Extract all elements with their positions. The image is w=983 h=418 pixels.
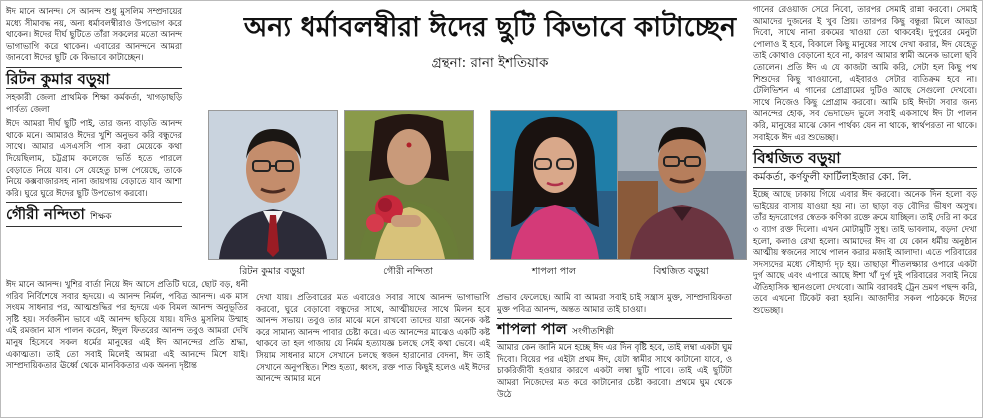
portrait-woman-rose — [345, 111, 473, 259]
divider — [753, 146, 977, 147]
person4-text: ইচ্ছে আছে ঢাকায় গিয়ে এবার ঈদ করবো। অনেক দিন হলো বড় ভাইয়ের বাসায় যাওয়া হয় না। তা ছাড়া বড় বৌদির ভীষণ অসুখ। তাঁর হৃদরোগের স্বেতক কণিকা রক্তে ক্রমে যাচ্ছিল। তাই দেরি না করে ৩ ব্যাগ রক্ত দিলো। এখন মোটামুটি সুস্থ। তাই ভাবলাম, বড়দা দেখা হলো, কলাও রেখা হলো। আমাদের ঈদ বা যে কোন ধর্মীয় অনুষ্ঠান আত্মীয় স্বজনের সাথে পালন করার মজাই আলাদা। এতে পরিবারের সদস্যদের মধ্যে সৌহার্দ্য দৃঢ় হয়। তাছাড়া শীতলক্ষ্যার ওপারে একটা দুর্গ আছে এবং এপারে আছে ঈশা খাঁ দুর্গ দুই পরিবারের সবাই নিয়ে ঐতিহাসিক স্থানগুলো দেখবো। আমি বরাবরই ট্রেন ভ্রমণ পছন্দ করি, তবে এখনো টিকেট করা হয়নি। আজাদীর সকল পাঠককে ঈদের শুভেচ্ছা। — [753, 189, 977, 316]
portrait-man-glasses — [209, 111, 337, 259]
right-column — [753, 4, 977, 317]
photo-riton — [208, 110, 338, 260]
person2-text-block — [6, 279, 248, 372]
middle-column — [256, 292, 490, 385]
divider — [6, 202, 182, 203]
photo-caption: রিটন কুমার বড়ুয়া — [239, 266, 305, 277]
person1-text: ঈদে আমরা দীর্ঘ ছুটি পাই, তার জন্য বাড়তি আনন্দ থাকে মনে। আমারও ঈদের খুশি অনুভব করি বন্ধুদের সাথে। আমার এসএসসি পাস করা মেয়েকে কথা দিয়েছিলাম, চট্টগ্রাম কলেজে ভর্তি হতে পারলে বেড়াতে নিয়ে যাব। সে যেহেতু চান্স পেয়েছে, তাকে নিয়ে কক্সবাজারসহ নানা জায়গায় বেড়াতে যাব আশা করি। ঘুরে ঘুরে ঈদের ছুটি উপভোগ করবো। — [6, 118, 182, 198]
photo-caption: শাপলা পাল — [532, 266, 576, 277]
byline: গ্রন্থনা: রানা ইশতিয়াক — [431, 55, 549, 71]
shapla-column — [497, 292, 732, 400]
person2-heading — [6, 205, 182, 226]
headline: অন্য ধর্মাবলম্বীরা ঈদের ছুটি কিভাবে কাটাচ্ছেন — [243, 12, 737, 43]
person2-name: গৌরী নন্দিতা — [6, 205, 85, 224]
person3-role: সংগীতশিল্পী — [572, 327, 615, 338]
photo-shapla — [490, 110, 620, 260]
person3-heading — [497, 320, 732, 341]
portrait-woman-glasses — [491, 111, 619, 259]
shapla-continued-text: গানের রেওয়াজ সেরে নিবো, তারপর সেমাই রান্না করবো। সেমাই আমাদের দুজনের ই খুব প্রিয়। তারপর কিছু বন্ধুরা মিলে আড্ডা দিবো, সাথে নানা রকমের খাওয়া তো থাকবেই। দুপুরের মেনুটা পোলাও ই হবে, বিকালে কিছু মানুষের সাথে দেখা করার, ঈদ যেহেতু তাই কোথাও বেড়ানো হবে না, কারণ আমার স্বামী অনেক ভালো ছবি তোলেন। প্রতি ঈদ এ যে কাজটা আমি করি, সেটা হল কিছু পথ শিশুদের কিছু খাওয়ানো, এইবারও সেটার ব্যতিক্রম হবে না। টেলিভিশন এ গানের প্রোগ্রামের দুটিও আছে সেগুলো দেখবো। সাথে নিজেও কিছু প্রোগ্রাম করবো। আমি চাই ঈদটা সবার জন্য আনন্দের হোক, সব ভেদাভেদ ভুলে সবাই একসাথে ঈদ টা পালন করি, মানুষের মাঝে কোন পার্থক্য যেন না থাকে, স্বার্থপরতা না থাকে। সবাইকে ঈদ এর শুভেচ্ছা। — [753, 4, 977, 142]
photo-caption: বিশ্বজিত বড়ুয়া — [653, 266, 709, 277]
photo-biswajit — [617, 110, 747, 260]
person1-name: রিটন কুমার বড়ুয়া — [6, 69, 110, 88]
gouri-continued-text: দেখা যায়। প্রতিবারের মত এবারেও সবার সাথে আনন্দ ভাগাভাগি করবো, ঘুরে বেড়াবো বন্ধুদের সাথে, আত্মীয়দের সাথে মিলন হবে আনন্দ সভায়। তবুও তার মাঝে মনে রাখবো তাদের যারা অনেক কষ্ট করে সামান্য আনন্দ পাবার চেষ্টা করে। এত আনন্দের মাঝেও একটি কষ্ট থাকবে তা হল গাজায় যে নির্মম হত্যাযজ্ঞ চলছে সেই কথা ভেবে। এই সিয়াম সাধনার মাসে সেখানে চলছে স্বজন হারানোর বেদনা, ঈদ তাই সেখানে অনুপস্থিত। শিশু হত্যা, ধ্বংস, রক্ত পাত কিছুই হলেও এই ঈদের আনন্দে আমার মনে — [256, 292, 490, 384]
divider — [6, 88, 182, 89]
divider — [6, 226, 182, 227]
portrait-man-outdoor — [618, 111, 746, 259]
person3-name: শাপলা পাল — [497, 320, 567, 339]
photo-caption: গৌরী নন্দিতা — [383, 266, 433, 277]
photo-gouri — [344, 110, 474, 260]
shapla-intro-text: প্রভাব ফেলেছে। আমি বা আমরা সবাই চাই সন্ত্রাস মুক্ত, সাম্প্রদায়িকতা মুক্ত পবিত্র আনন্দ, অন্তত আমার তাই চাওয়া। — [497, 292, 732, 314]
person2-text: ঈদ মানে আনন্দ। খুশির বার্তা নিয়ে ঈদ আসে প্রতিটি ঘরে, ছোট বড়, ধনী গরিব নির্বিশেষে সবার হৃদয়ে। এ আনন্দ নির্মল, পবিত্র আনন্দ। এক মাস সংযম সাধনার পর, আত্মশুদ্ধির পর হৃদয়ে এক বিমল আনন্দ অনুভূতির সৃষ্টি হয়। সর্বজনীন ভাবে এই আনন্দ ছড়িয়ে যায়। যদিও মুসলিম উম্মাহ এই রমজান মাস পালন করেন, ঈদুল ফিতরের আনন্দ তবুও আমরা দেখি মানুষ হিসেবে সকল ধর্মের মানুষের এই ঈদ আনন্দের প্রতি শ্রদ্ধা, একাত্মতা। তাই তো সবাই মিলেই আমরা এই আনন্দে মিশে যাই। সাম্প্রদায়িকতার ঊর্ধ্বে থেকে মানবিকতার এক অনন্য দৃষ্টান্ত — [6, 279, 248, 371]
person1-title: সহকারী জেলা প্রাথমিক শিক্ষা কর্মকর্তা, খাগড়াছড়ি পার্বত্য জেলা — [6, 91, 182, 114]
left-column — [6, 6, 182, 227]
intro-text: ঈদ মানে আনন্দ। সে আনন্দ শুধু মুসলিম সম্প্রদায়ের মধ্যে সীমাবদ্ধ নয়, অন্য ধর্মাবলম্বীরাও উপভোগ করে থাকেন। ঈদের দীর্ঘ ছুটিতে তাঁরা সকলের মতো আনন্দ ভাগাভাগি করে থাকেন। এবারের আনন্দনে আমরা জানবো ঈদের ছুটি কে কিভাবে কাটাচ্ছেন। — [6, 6, 182, 63]
divider — [497, 318, 732, 319]
divider — [6, 67, 182, 68]
person4-title: কর্মকর্তা, কর্ণফুলী ফার্টিলাইজার কো. লি. — [753, 172, 912, 184]
person3-text: আমার কেন জানি মনে হচ্ছে ঈদ এর দিন বৃষ্টি হবে, তাই লম্বা একটা ঘুম দিবো। বিয়ের পর এইটা প্রথম ঈদ, যেটা স্বামীর সাথে কাটানো যাবে, ও চাকরিজীবী হওয়ার কারণে একটা লম্বা ছুটি পাবে। তাই এই ছুটিটা আমরা নিজেদের মত করে কাটানোর চেষ্টা করবো। প্রথমে ঘুম থেকে উঠে — [497, 342, 732, 399]
person2-role: শিক্ষক — [90, 212, 112, 223]
divider — [753, 167, 977, 168]
person4-name: বিশ্বজিত বড়ুয়া — [753, 149, 841, 168]
